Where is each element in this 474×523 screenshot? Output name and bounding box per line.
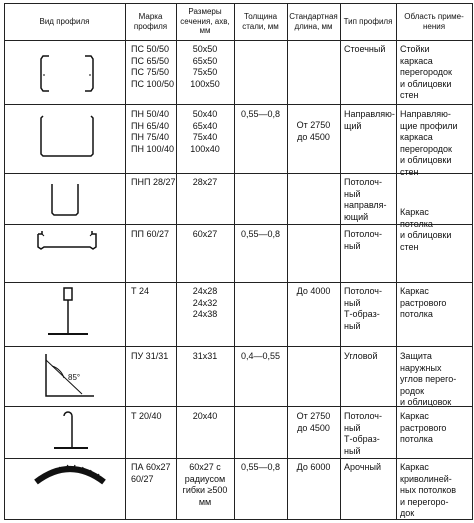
row-2-application: Направляю- щие профили каркаса перегородок и облицовки стен	[400, 109, 458, 177]
row-8-length: До 6000	[296, 462, 331, 472]
ceiling-profile-icon	[32, 228, 102, 254]
row-8-thickness: 0,55—0,8	[240, 462, 281, 472]
arched-profile-icon	[30, 460, 110, 490]
hooked-t-profile-icon	[40, 408, 100, 456]
row-7-application: Каркас растрового потолка	[400, 411, 447, 444]
t-profile-icon	[40, 284, 100, 344]
row-7-length: От 2750 до 4500	[296, 411, 331, 433]
row-2-length: От 2750 до 4500	[296, 120, 331, 142]
row-2-mark: ПН 50/40 ПН 65/40 ПН 75/40 ПН 100/40	[131, 109, 174, 154]
header-length: Стандартная длина, мм	[289, 12, 338, 31]
row-4-mark: ПП 60/27	[131, 229, 169, 239]
row-5-section: 24x28 24x32 24x38	[192, 286, 218, 319]
header-profile-view: Вид профиля	[39, 17, 90, 26]
row-6-section: 31x31	[192, 351, 218, 361]
row-divider	[4, 282, 473, 283]
header-divider	[4, 40, 473, 41]
header-type: Тип профиля	[343, 17, 393, 26]
column-divider	[287, 3, 288, 520]
row-7-mark: Т 20/40	[131, 411, 162, 421]
row-8-section: 60x27 с радиусом гибки ≥500 мм	[182, 462, 228, 507]
table-border-top	[4, 3, 473, 4]
row-2-section: 50x40 65x40 75x40 100x40	[190, 109, 220, 154]
row-2-type: Направляю- щий	[344, 109, 395, 131]
column-divider	[396, 3, 397, 520]
row-3-mark: ПНП 28/27	[131, 177, 176, 187]
row-1-section: 50x50 65x50 75x50 100x50	[190, 44, 220, 89]
row-6-angle-label: 85°	[68, 373, 81, 382]
row-6-thickness: 0,4—0,55	[240, 351, 281, 361]
u-channel-profile-icon	[35, 112, 99, 164]
row-4-thickness: 0,55—0,8	[240, 229, 281, 239]
column-divider	[234, 3, 235, 520]
column-divider	[340, 3, 341, 520]
row-7-section: 20x40	[192, 411, 218, 421]
header-section: Размеры сечения, ахв, мм	[180, 7, 230, 35]
row-6-type: Угловой	[344, 351, 378, 361]
header-mark: Марка профиля	[133, 12, 168, 31]
ceiling-guide-profile-icon	[40, 180, 90, 220]
row-7-type: Потолоч- ный Т-образ- ный	[344, 411, 382, 456]
row-6-mark: ПУ 31/31	[131, 351, 169, 361]
row-divider	[4, 104, 473, 105]
row-3-type: Потолоч- ный направля- ющий	[344, 177, 387, 222]
row-4-type: Потолоч- ный	[344, 229, 382, 251]
row-6-application: Защита наружных углов перего- родок и облицовок	[400, 351, 457, 407]
c-channel-profile-icon	[35, 50, 99, 98]
row-4-application: Каркас потолка и облицовки стен	[400, 207, 452, 252]
header-application: Область приме- нения	[404, 12, 464, 31]
row-8-mark: ПА 60x27 60/27	[131, 462, 171, 484]
row-3-section: 28x27	[192, 177, 218, 187]
table-border-right	[472, 3, 473, 520]
table-border-left	[4, 3, 5, 520]
column-divider	[125, 3, 126, 520]
header-thickness: Толщина стали, мм	[242, 12, 279, 31]
row-divider	[4, 458, 473, 459]
row-5-length: До 4000	[296, 286, 331, 296]
row-8-application: Каркас криволиней- ных потолков и перегоро- док	[400, 462, 457, 518]
row-4-section: 60x27	[192, 229, 218, 239]
row-1-mark: ПС 50/50 ПС 65/50 ПС 75/50 ПС 100/50	[131, 44, 174, 89]
row-1-application: Стойки каркаса перегородок и облицовки стен	[400, 44, 452, 100]
row-1-type: Стоечный	[344, 44, 386, 54]
row-2-thickness: 0,55—0,8	[240, 109, 281, 119]
row-5-application: Каркас растрового потолка	[400, 286, 447, 319]
row-8-type: Арочный	[344, 462, 381, 472]
row-5-mark: Т 24	[131, 286, 150, 296]
row-divider	[4, 346, 473, 347]
row-5-type: Потолоч- ный Т-образ- ный	[344, 286, 382, 331]
